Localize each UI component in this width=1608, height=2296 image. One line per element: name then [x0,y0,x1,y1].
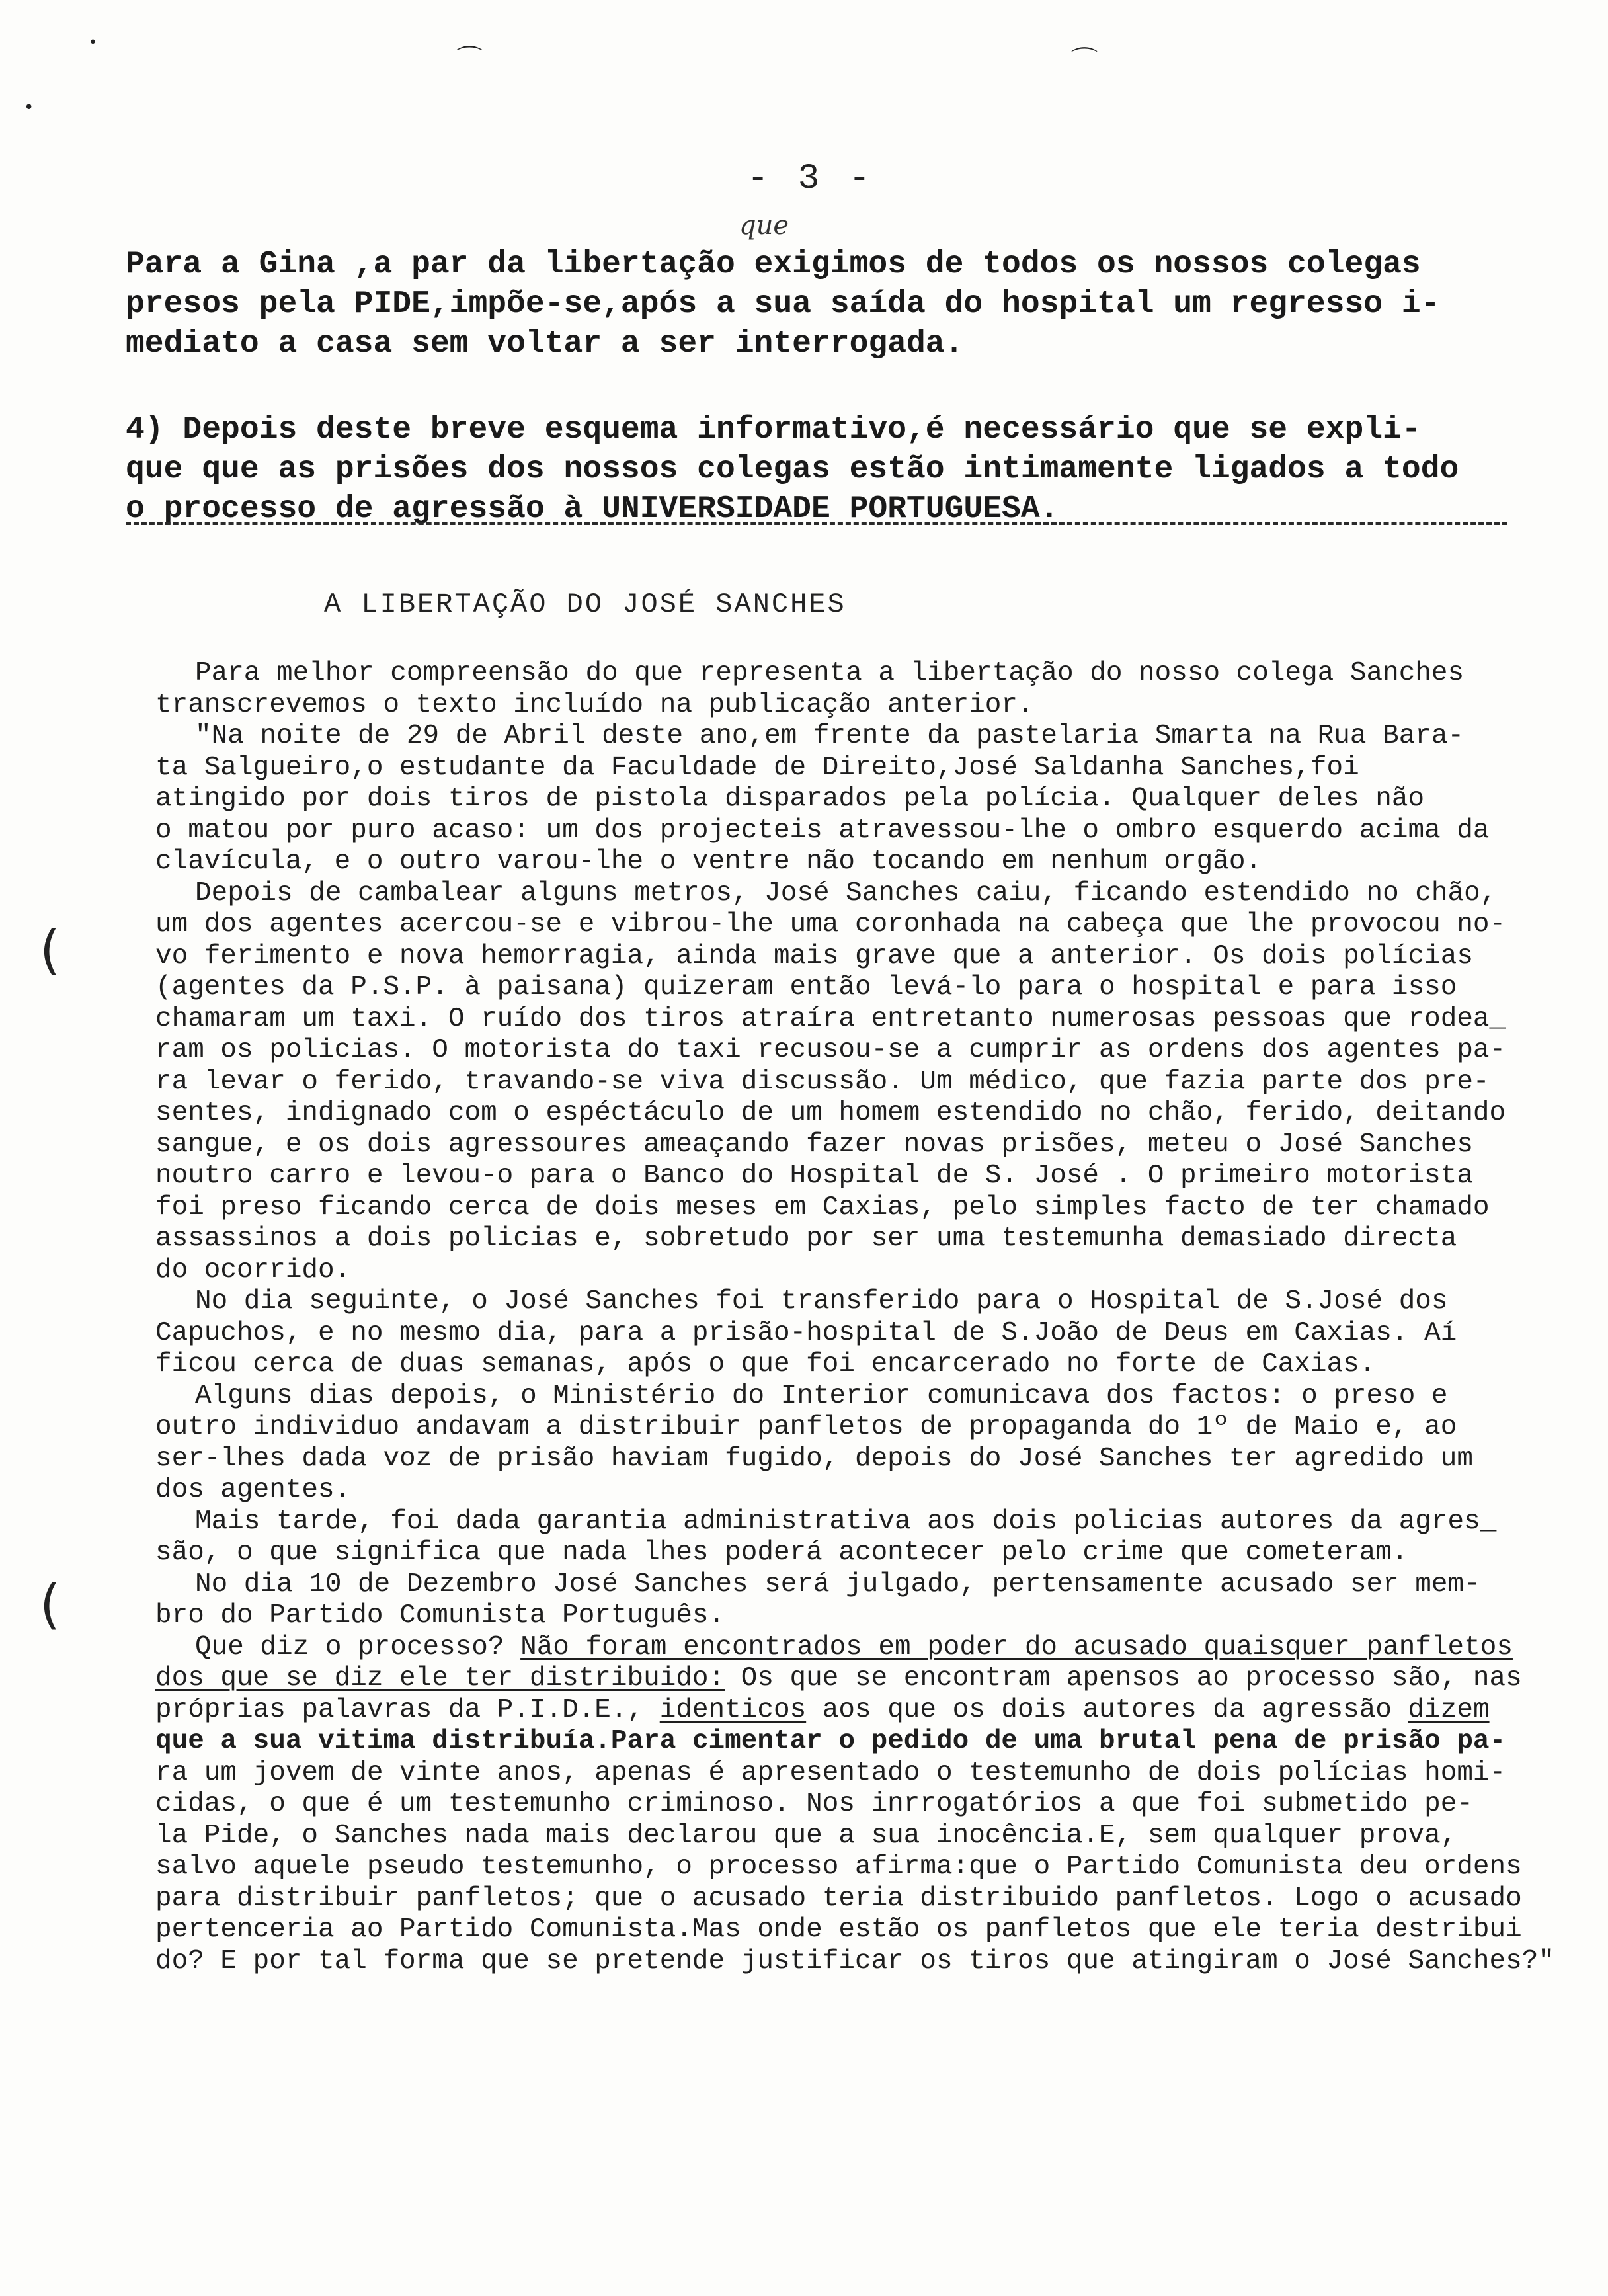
article-line: atingido por dois tiros de pistola disparados pela polícia. Qualquer deles não [155,784,1425,814]
article-line: ser-lhes dada voz de prisão haviam fugido, depois do José Sanches ter agredido um [155,1443,1473,1474]
article-line: No dia seguinte, o José Sanches foi transferido para o Hospital de S.José dos [195,1286,1448,1317]
article-line: No dia 10 de Dezembro José Sanches será julgado, pertensamente acusado ser mem- [195,1569,1480,1600]
article-line: assassinos a dois policias e, sobretudo por ser uma testemunha demasiado directa [155,1223,1457,1254]
article-line: (agentes da P.S.P. à paisana) quizeram então levá-lo para o hospital e para isso [155,972,1457,1003]
article-line: ra um jovem de vinte anos, apenas é apresentado o testemunho de dois polícias homi- [155,1757,1506,1788]
article-line: ficou cerca de duas semanas, após o que foi encarcerado no forte de Caxias. [155,1349,1376,1379]
underlined-text: identicos [659,1694,807,1725]
margin-bracket-mark: ( [40,919,61,981]
article-line: ta Salgueiro,o estudante da Faculdade de Direito,José Saldanha Sanches,foi [155,752,1359,783]
article-line: clavícula, e o outro varou-lhe o ventre não tocando em nenhum orgão. [155,846,1262,877]
underlined-text: dos que se diz ele ter distribuido: [155,1663,725,1694]
article-line: do ocorrido. [155,1254,351,1286]
article-line: Mais tarde, foi dada garantia administrativa aos dois policias autores da agres_ [195,1506,1497,1537]
article-line: vo ferimento e nova hemorragia, ainda mais grave que a anterior. Os dois polícias [155,940,1473,971]
article-line: Alguns dias depois, o Ministério do Interior comunicava dos factos: o preso e [195,1380,1448,1411]
underlined-text: Não foram encontrados em poder do acusado quaisquer panfletos [520,1631,1513,1662]
article-line: ram os policias. O motorista do taxi recusou-se a cumprir as ordens dos agentes pa- [155,1035,1506,1065]
article-line: um dos agentes acercou-se e vibrou-lhe uma coronhada na cabeça que lhe provocou no- [155,909,1506,940]
article-line: são, o que significa que nada lhes poderá acontecer pelo crime que cometeram. [155,1538,1408,1568]
intro-line: Para a Gina ,a par da libertação exigimos de todos os nossos colegas [126,247,1421,282]
point-4-line: 4) Depois deste breve esquema informativo,é necessário que se expli- [126,412,1421,448]
article-line: dos que se diz ele ter distribuido: Os que se encontram apensos ao processo são, nas [155,1663,1522,1694]
article-line: do? E por tal forma que se pretende justificar os tiros que atingiram o José Sanches?" [155,1946,1554,1977]
intro-line: mediato a casa sem voltar a ser interrogada. [126,326,964,362]
article-line: bro do Partido Comunista Português. [155,1600,725,1631]
point-4-line: o processo de agressão à UNIVERSIDADE PORTUGUESA. [126,491,1059,527]
article-line: chamaram um taxi. O ruído dos tiros atraíra entretanto numerosas pessoas que rodea_ [155,1003,1506,1034]
article-line: foi preso ficando cerca de dois meses em Caxias, pelo simples facto de ter chamado [155,1192,1490,1223]
article-line: sentes, indignado com o espéctáculo de um homem estendido no chão, ferido, deitando [155,1098,1506,1128]
article-line: sangue, e os dois agressoures ameaçando fazer novas prisões, meteu o José Sanches [155,1129,1473,1160]
article-line: Capuchos, e no mesmo dia, para a prisão-hospital de S.João de Deus em Caxias. Aí [155,1317,1457,1348]
article-line: Que diz o processo? Não foram encontrados em poder do acusado quaisquer panfletos [195,1631,1513,1662]
section-title: A LIBERTAÇÃO DO JOSÉ SANCHES [324,589,846,620]
article-line: próprias palavras da P.I.D.E., identicos aos que os dois autores da agressão dizem [155,1694,1490,1725]
article-line: la Pide, o Sanches nada mais declarou que a sua inocência.E, sem qualquer prova, [155,1820,1457,1851]
intro-block [126,245,1514,529]
article-line: salvo aquele pseudo testemunho, o processo afirma:que o Partido Comunista deu ordens [155,1852,1522,1882]
underlined-text: dizem [1408,1694,1490,1725]
article-line: o matou por puro acaso: um dos projecteis atravessou-lhe o ombro esquerdo acima da [155,815,1490,846]
article-line: transcrevemos o texto incluído na publicação anterior. [155,689,1034,720]
margin-bracket-mark: ( [40,1574,61,1635]
point-4-line: que que as prisões dos nossos colegas estão intimamente ligados a todo [126,452,1459,487]
margin-dot-mark: • [89,34,97,51]
section-divider [126,522,1508,525]
article-line: outro individuo andavam a distribuir panfletos de propaganda do 1º de Maio e, ao [155,1412,1457,1442]
article-line: Depois de cambalear alguns metros, José Sanches caiu, ficando estendido no chão, [195,878,1497,909]
margin-dot-mark: • [24,98,34,118]
article-line: pertenceria ao Partido Comunista.Mas onde estão os panfletos que ele teria destribui [155,1914,1522,1945]
article-line: dos agentes. [155,1475,351,1505]
article-line: cidas, o que é um testemunho criminoso. Nos inrrogatórios a que foi submetido pe- [155,1789,1473,1819]
article-body [155,658,1554,1977]
margin-stroke-mark: ⌒ [456,44,483,75]
article-lines [155,1757,1554,1978]
page-number: - 3 - [747,159,875,199]
article-line: "Na noite de 29 de Abril deste ano,em frente da pastelaria Smarta na Rua Bara- [195,721,1465,751]
margin-stroke-mark: ⌒ [1071,46,1098,76]
intro-line: presos pela PIDE,impõe-se,após a sua saída do hospital um regresso i- [126,286,1440,322]
article-line: para distribuir panfletos; que o acusado teria distribuido panfletos. Logo o acusado [155,1883,1522,1914]
article-line: que a sua vitima distribuía.Para cimentar o pedido de uma brutal pena de prisão pa- [155,1726,1506,1756]
article-lines [155,658,1531,1632]
article-line: noutro carro e levou-o para o Banco do Hospital de S. José . O primeiro motorista [155,1161,1473,1191]
handwritten-insertion: que [739,210,789,241]
article-line: ra levar o ferido, travando-se viva discussão. Um médico, que fazia parte dos pre- [155,1066,1490,1097]
article-line: Para melhor compreensão do que representa a libertação do nosso colega Sanches [195,658,1465,688]
